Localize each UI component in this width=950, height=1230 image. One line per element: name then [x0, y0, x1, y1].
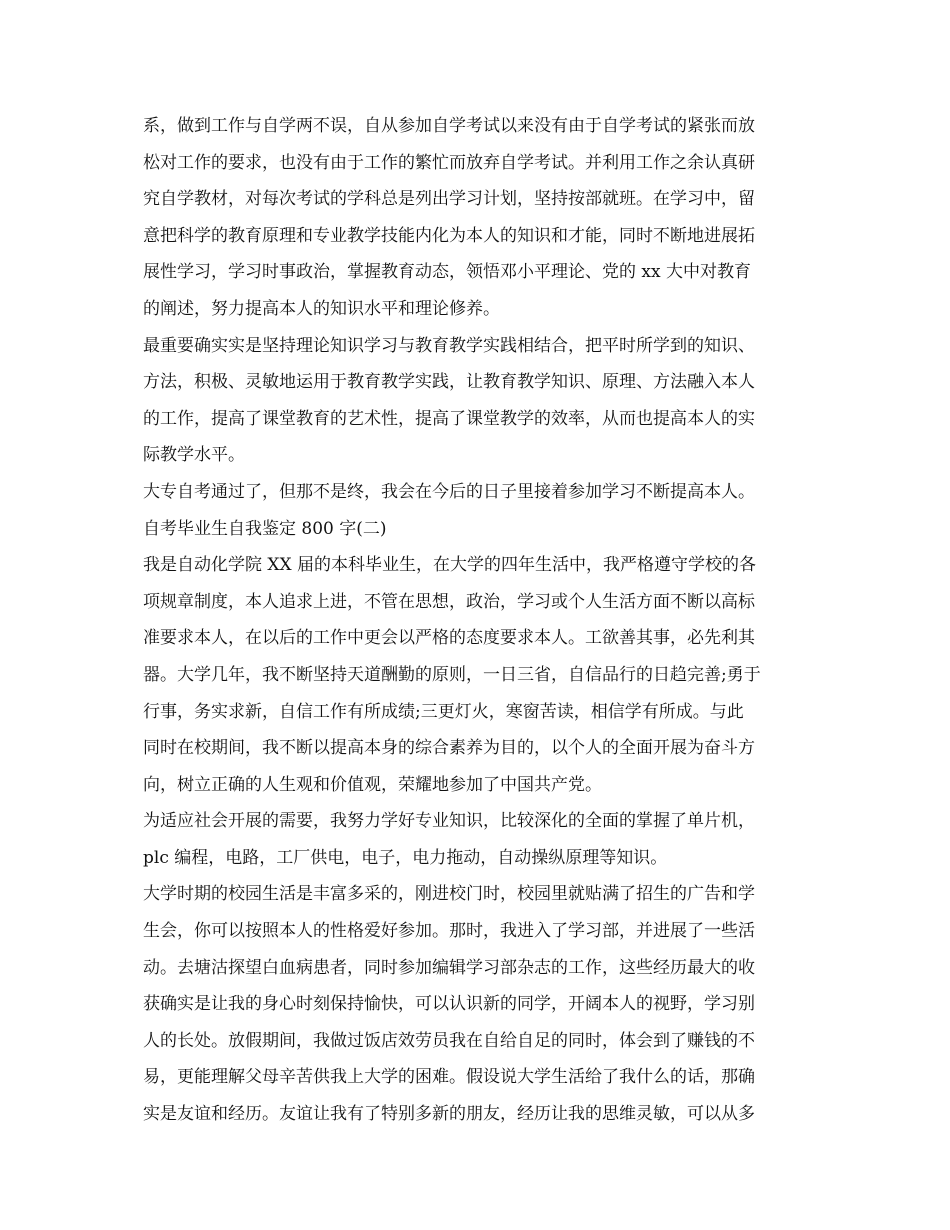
- text-line: 究自学教材，对每次考试的学科总是列出学习计划，坚持按部就班。在学习中，留: [143, 189, 755, 210]
- text-line: 准要求本人，在以后的工作中更会以严格的态度要求本人。工欲善其事，必先利其: [143, 628, 755, 649]
- text-line: 人的长处。放假期间，我做过饭店效劳员我在自给自足的同时，体会到了赚钱的不: [143, 1030, 755, 1051]
- text-line: 系，做到工作与自学两不误，自从参加自学考试以来没有由于自学考试的紧张而放: [143, 116, 755, 136]
- text-line: 最重要确实实是坚持理论知识学习与教育教学实践相结合，把平时所学到的知识、: [143, 335, 755, 356]
- text-line: 易，更能理解父母辛苦供我上大学的困难。假设说大学生活给了我什么的话，那确: [143, 1067, 755, 1088]
- text-line: 器。大学几年，我不断坚持天道酬勤的原则，一日三省，自信品行的日趋完善;勇于: [143, 664, 761, 685]
- section-heading: 自考毕业生自我鉴定 800 字(二): [143, 518, 387, 539]
- text-line: 生会，你可以按照本人的性格爱好参加。那时，我进入了学习部，并进展了一些活: [143, 921, 755, 942]
- text-line: 松对工作的要求，也没有由于工作的繁忙而放弃自学考试。并利用工作之余认真研: [143, 152, 755, 173]
- text-line: 向，树立正确的人生观和价值观，荣耀地参加了中国共产党。: [143, 774, 602, 795]
- text-line: 我是自动化学院 XX 届的本科毕业生，在大学的四年生活中，我严格遵守学校的各: [143, 555, 757, 576]
- text-line: 的阐述，努力提高本人的知识水平和理论修养。: [143, 298, 500, 319]
- text-line: plc 编程，电路，工厂供电，电子，电力拖动，自动操纵原理等知识。: [143, 847, 668, 868]
- text-line: 大专自考通过了，但那不是终，我会在今后的日子里接着参加学习不断提高本人。: [143, 481, 755, 502]
- text-line: 际教学水平。: [143, 445, 245, 466]
- text-line: 大学时期的校园生活是丰富多采的，刚进校门时，校园里就贴满了招生的广告和学: [143, 884, 755, 905]
- text-line: 行事，务实求新，自信工作有所成绩;三更灯火，寒窗苦读，相信学有所成。与此: [143, 701, 744, 722]
- text-line: 项规章制度，本人追求上进，不管在思想，政治，学习或个人生活方面不断以高标: [143, 591, 755, 612]
- text-line: 意把科学的教育原理和专业教学技能内化为本人的知识和才能，同时不断地进展拓: [143, 225, 755, 246]
- text-line: 获确实是让我的身心时刻保持愉快，可以认识新的同学，开阔本人的视野，学习别: [143, 994, 755, 1015]
- text-line: 方法，积极、灵敏地运用于教育教学实践，让教育教学知识、原理、方法融入本人: [143, 372, 755, 393]
- text-line: 实是友谊和经历。友谊让我有了特别多新的朋友，经历让我的思维灵敏，可以从多: [143, 1104, 755, 1125]
- document-body: [143, 108, 823, 1133]
- text-line: 为适应社会开展的需要，我努力学好专业知识，比较深化的全面的掌握了单片机，: [143, 811, 755, 832]
- text-line: 的工作，提高了课堂教育的艺术性，提高了课堂教学的效率，从而也提高本人的实: [143, 408, 755, 429]
- text-line: 动。去塘沽探望白血病患者，同时参加编辑学习部杂志的工作，这些经历最大的收: [143, 957, 755, 978]
- text-line: 同时在校期间，我不断以提高本身的综合素养为目的，以个人的全面开展为奋斗方: [143, 738, 755, 759]
- text-line: 展性学习，学习时事政治，掌握教育动态，领悟邓小平理论、党的 xx 大中对教育: [143, 262, 751, 283]
